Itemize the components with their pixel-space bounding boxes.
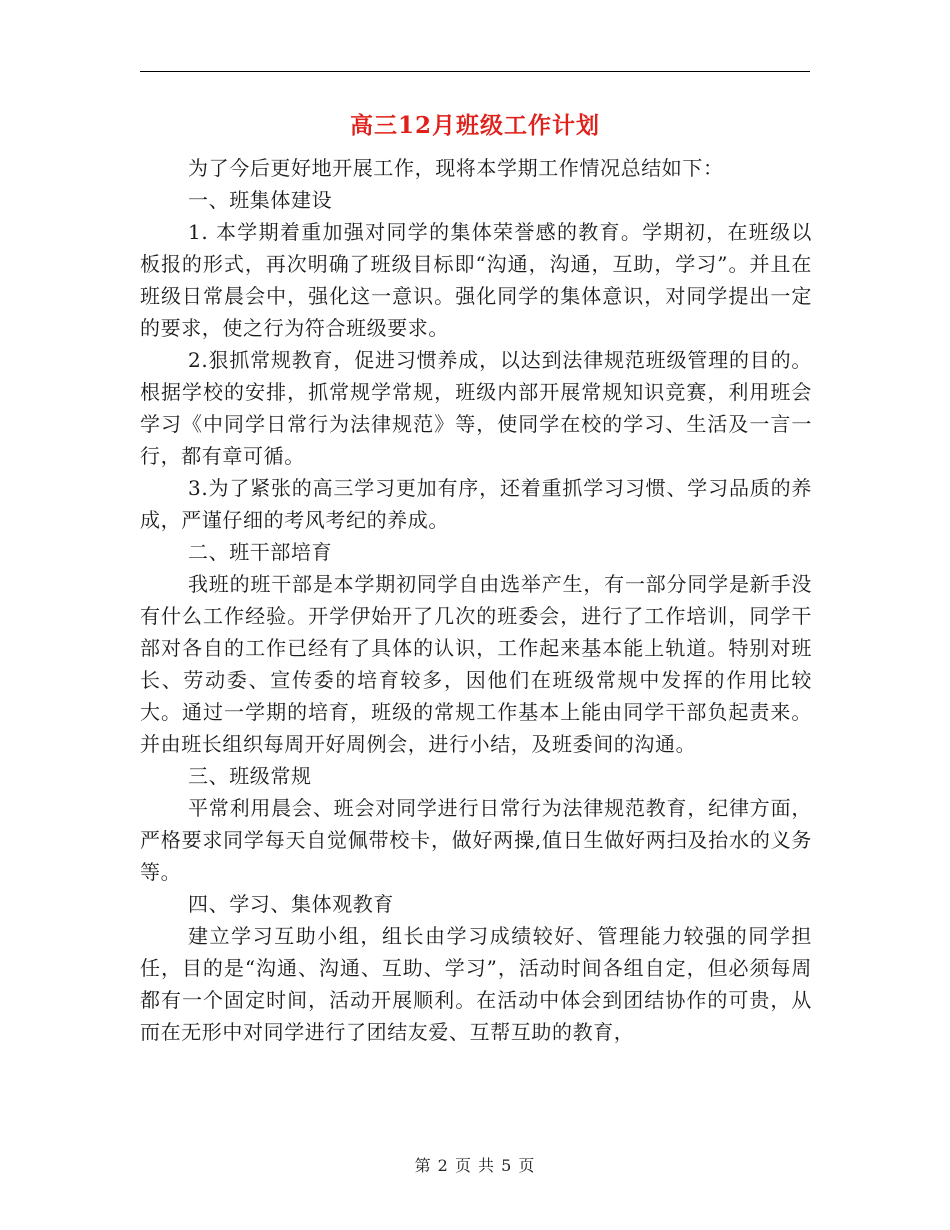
paragraph-1-2: 2.狠抓常规教育，促进习惯养成，以达到法律规范班级管理的目的。根据学校的安排，抓常规学常规，班级内部开展常规知识竞赛，利用班会学习《中同学日常行为法律规范》等，使同学在校的学习、生活及一言一行，都有章可循。: [140, 348, 812, 468]
paragraph-2: 我班的班干部是本学期初同学自由选举产生，有一部分同学是新手没有什么工作经验。开学伊始开了几次的班委会，进行了工作培训，同学干部对各自的工作已经有了具体的认识，工作起来基本能上轨道。特别对班长、劳动委、宣传委的培育较多，因他们在班级常规中发挥的作用比较大。通过一学期的培育，班级的常规工作基本上能由同学干部负起责来。并由班长组织每周开好周例会，进行小结，及班委间的沟通。: [140, 572, 812, 756]
header-rule: [140, 71, 810, 72]
paragraph-1-1: 1. 本学期着重加强对同学的集体荣誉感的教育。学期初，在班级以板报的形式，再次明确了班级目标即“沟通，沟通，互助，学习”。并且在班级日常晨会中，强化这一意识。强化同学的集体意识，对同学提出一定的要求，使之行为符合班级要求。: [140, 220, 812, 340]
section-heading-1: 一、班集体建设: [188, 188, 333, 212]
document-body: [140, 152, 812, 1048]
paragraph-4: 建立学习互助小组，组长由学习成绩较好、管理能力较强的同学担任，目的是“沟通、沟通、互助、学习”，活动时间各组自定，但必须每周都有一个固定时间，活动开展顺利。在活动中体会到团结协作的可贵，从而在无形中对同学进行了团结友爱、互帮互助的教育，: [140, 924, 812, 1044]
section-heading-3: 三、班级常规: [188, 764, 312, 788]
intro-paragraph: 为了今后更好地开展工作，现将本学期工作情况总结如下：: [188, 156, 724, 180]
paragraph-3: 平常利用晨会、班会对同学进行日常行为法律规范教育，纪律方面，严格要求同学每天自觉佩带校卡，做好两操,值日生做好两扫及抬水的义务等。: [140, 796, 812, 884]
page-footer: 第 2 页 共 5 页: [414, 1156, 536, 1175]
section-heading-2: 二、班干部培育: [188, 540, 333, 564]
document-title: 高三12月班级工作计划: [349, 112, 600, 139]
section-heading-4: 四、学习、集体观教育: [188, 892, 394, 916]
paragraph-1-3: 3.为了紧张的高三学习更加有序，还着重抓学习习惯、学习品质的养成，严谨仔细的考风考纪的养成。: [140, 476, 812, 532]
